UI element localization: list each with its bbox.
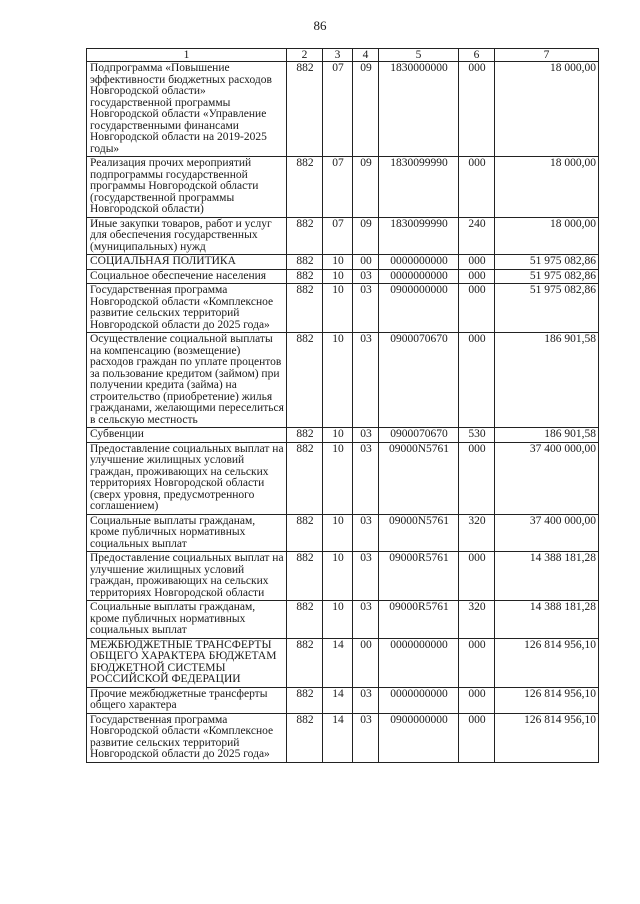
- cell-section: 07: [323, 157, 353, 218]
- cell-target: 0000000000: [379, 255, 459, 270]
- cell-section: 10: [323, 333, 353, 428]
- cell-section: 10: [323, 284, 353, 333]
- cell-amount: 37 400 000,00: [495, 442, 599, 514]
- cell-subsection: 00: [353, 255, 379, 270]
- cell-expense-type: 320: [459, 601, 495, 639]
- cell-amount: 18 000,00: [495, 62, 599, 157]
- header-col-expense-type: 6: [459, 49, 495, 62]
- header-col-target: 5: [379, 49, 459, 62]
- cell-amount: 186 901,58: [495, 333, 599, 428]
- cell-amount: 14 388 181,28: [495, 601, 599, 639]
- cell-section: 07: [323, 217, 353, 255]
- cell-subsection: 03: [353, 713, 379, 762]
- header-col-amount: 7: [495, 49, 599, 62]
- cell-name: Предоставление социальных выплат на улучшение жилищных условий граждан, проживающих на сельских территориях Новгородской области (сверх уровня, предусмотренного соглашением): [87, 442, 287, 514]
- cell-section: 10: [323, 552, 353, 601]
- cell-section: 07: [323, 62, 353, 157]
- table-header-row: [87, 49, 599, 62]
- cell-section: 14: [323, 713, 353, 762]
- cell-ministry: 882: [287, 333, 323, 428]
- header-col-name: 1: [87, 49, 287, 62]
- table-row: [87, 333, 599, 428]
- cell-ministry: 882: [287, 269, 323, 284]
- cell-name: Социальные выплаты гражданам, кроме публичных нормативных социальных выплат: [87, 601, 287, 639]
- header-col-ministry: 2: [287, 49, 323, 62]
- table-row: [87, 428, 599, 443]
- cell-name: Социальные выплаты гражданам, кроме публичных нормативных социальных выплат: [87, 514, 287, 552]
- table-row: [87, 157, 599, 218]
- cell-amount: 186 901,58: [495, 428, 599, 443]
- table-row: [87, 255, 599, 270]
- cell-name: Осуществление социальной выплаты на компенсацию (возмещение) расходов граждан по уплате процентов за пользование кредитом (займом) при получении кредита (займа) на строительство (приобретение) жилья гражданами, желающими переселиться в сельскую местность: [87, 333, 287, 428]
- cell-section: 10: [323, 255, 353, 270]
- cell-amount: 51 975 082,86: [495, 255, 599, 270]
- cell-amount: 18 000,00: [495, 157, 599, 218]
- cell-expense-type: 000: [459, 333, 495, 428]
- cell-amount: 51 975 082,86: [495, 269, 599, 284]
- cell-name: Субвенции: [87, 428, 287, 443]
- cell-subsection: 03: [353, 333, 379, 428]
- cell-ministry: 882: [287, 713, 323, 762]
- cell-section: 10: [323, 428, 353, 443]
- cell-amount: 14 388 181,28: [495, 552, 599, 601]
- cell-subsection: 03: [353, 601, 379, 639]
- cell-target: 1830099990: [379, 157, 459, 218]
- cell-name: Иные закупки товаров, работ и услуг для обеспечения государственных (муниципальных) нужд: [87, 217, 287, 255]
- table-row: [87, 552, 599, 601]
- cell-expense-type: 240: [459, 217, 495, 255]
- cell-amount: 51 975 082,86: [495, 284, 599, 333]
- cell-target: 09000N5761: [379, 442, 459, 514]
- cell-ministry: 882: [287, 428, 323, 443]
- cell-subsection: 03: [353, 514, 379, 552]
- cell-target: 09000R5761: [379, 552, 459, 601]
- cell-ministry: 882: [287, 157, 323, 218]
- cell-name: Социальное обеспечение населения: [87, 269, 287, 284]
- cell-ministry: 882: [287, 442, 323, 514]
- table-row: [87, 62, 599, 157]
- header-col-section: 3: [323, 49, 353, 62]
- table-row: [87, 601, 599, 639]
- cell-expense-type: 000: [459, 713, 495, 762]
- cell-name: Реализация прочих мероприятий подпрограммы государственной программы Новгородской области (государственной программы Новгородской области): [87, 157, 287, 218]
- cell-subsection: 03: [353, 284, 379, 333]
- table-row: [87, 269, 599, 284]
- cell-subsection: 09: [353, 62, 379, 157]
- cell-ministry: 882: [287, 284, 323, 333]
- cell-expense-type: 000: [459, 552, 495, 601]
- cell-subsection: 09: [353, 217, 379, 255]
- cell-target: 1830000000: [379, 62, 459, 157]
- cell-expense-type: 000: [459, 687, 495, 713]
- table-row: [87, 284, 599, 333]
- cell-name: Предоставление социальных выплат на улучшение жилищных условий граждан, проживающих на сельских территориях Новгородской области: [87, 552, 287, 601]
- cell-amount: 126 814 956,10: [495, 687, 599, 713]
- cell-expense-type: 320: [459, 514, 495, 552]
- cell-subsection: 03: [353, 552, 379, 601]
- cell-amount: 126 814 956,10: [495, 638, 599, 687]
- cell-target: 09000R5761: [379, 601, 459, 639]
- table-row: [87, 638, 599, 687]
- cell-target: 0900000000: [379, 713, 459, 762]
- cell-subsection: 03: [353, 442, 379, 514]
- cell-target: 09000N5761: [379, 514, 459, 552]
- budget-table: [86, 48, 599, 763]
- cell-section: 10: [323, 269, 353, 284]
- cell-target: 0000000000: [379, 638, 459, 687]
- header-col-subsection: 4: [353, 49, 379, 62]
- cell-ministry: 882: [287, 601, 323, 639]
- cell-name: СОЦИАЛЬНАЯ ПОЛИТИКА: [87, 255, 287, 270]
- cell-ministry: 882: [287, 687, 323, 713]
- cell-expense-type: 000: [459, 62, 495, 157]
- cell-subsection: 03: [353, 269, 379, 284]
- table-row: [87, 442, 599, 514]
- table-row: [87, 713, 599, 762]
- cell-target: 0900000000: [379, 284, 459, 333]
- cell-target: 1830099990: [379, 217, 459, 255]
- table-row: [87, 217, 599, 255]
- cell-section: 10: [323, 601, 353, 639]
- cell-name: Подпрограмма «Повышение эффективности бюджетных расходов Новгородской области» государственной программы Новгородской области «Управление государственными финансами Новгородской области на 2019-2025 годы»: [87, 62, 287, 157]
- cell-section: 14: [323, 638, 353, 687]
- cell-section: 10: [323, 514, 353, 552]
- cell-expense-type: 000: [459, 269, 495, 284]
- cell-expense-type: 000: [459, 255, 495, 270]
- cell-expense-type: 000: [459, 284, 495, 333]
- cell-subsection: 00: [353, 638, 379, 687]
- cell-ministry: 882: [287, 255, 323, 270]
- cell-expense-type: 000: [459, 157, 495, 218]
- cell-section: 10: [323, 442, 353, 514]
- cell-subsection: 03: [353, 687, 379, 713]
- cell-name: Прочие межбюджетные трансферты общего характера: [87, 687, 287, 713]
- cell-section: 14: [323, 687, 353, 713]
- cell-ministry: 882: [287, 638, 323, 687]
- cell-subsection: 09: [353, 157, 379, 218]
- cell-ministry: 882: [287, 217, 323, 255]
- cell-target: 0000000000: [379, 687, 459, 713]
- cell-target: 0900070670: [379, 428, 459, 443]
- cell-expense-type: 530: [459, 428, 495, 443]
- cell-ministry: 882: [287, 552, 323, 601]
- page-number: 86: [313, 18, 327, 33]
- cell-expense-type: 000: [459, 442, 495, 514]
- cell-name: МЕЖБЮДЖЕТНЫЕ ТРАНСФЕРТЫ ОБЩЕГО ХАРАКТЕРА БЮДЖЕТАМ БЮДЖЕТНОЙ СИСТЕМЫ РОССИЙСКОЙ ФЕДЕРАЦИИ: [87, 638, 287, 687]
- cell-subsection: 03: [353, 428, 379, 443]
- cell-name: Государственная программа Новгородской области «Комплексное развитие сельских территорий Новгородской области до 2025 года»: [87, 713, 287, 762]
- table-row: [87, 514, 599, 552]
- cell-name: Государственная программа Новгородской области «Комплексное развитие сельских территорий Новгородской области до 2025 года»: [87, 284, 287, 333]
- table-row: [87, 687, 599, 713]
- cell-amount: 126 814 956,10: [495, 713, 599, 762]
- cell-target: 0900070670: [379, 333, 459, 428]
- cell-target: 0000000000: [379, 269, 459, 284]
- cell-ministry: 882: [287, 62, 323, 157]
- cell-amount: 18 000,00: [495, 217, 599, 255]
- cell-amount: 37 400 000,00: [495, 514, 599, 552]
- cell-ministry: 882: [287, 514, 323, 552]
- cell-expense-type: 000: [459, 638, 495, 687]
